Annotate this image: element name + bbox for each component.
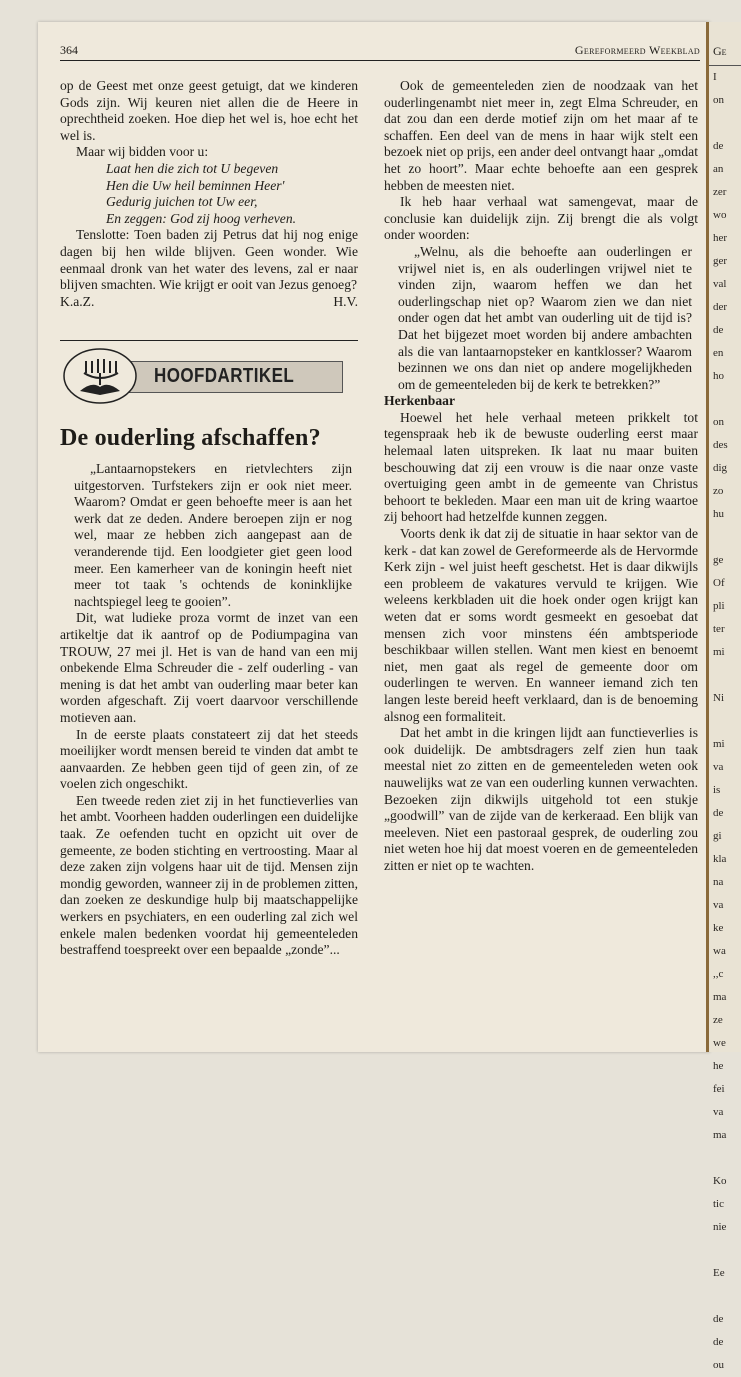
next-page-fragment: va [713,761,724,773]
body-paragraph-1: Dit, wat ludieke proza vormt de inzet van een artikeltje dat ik aantrof op de Podiumpagina van TROUW, 27 mei jl. Het is van de hand van een mij onbekende Elma Schreuder die - zelf ouderling - van mening is dat het ambt van ouderling maar beter kan worden afgeschaft. Zij voert daarvoor verschillende motieven aan. [60,610,358,725]
right-paragraph-1: Ook de gemeenteleden zien de noodzaak van het ouderlingenambt niet meer in, zegt Elma Schreuder, en dat zou dan een derde motief zijn om het maar af te schaffen. Een deel van de mens in haar wijk stelt een bezoek niet op prijs, een ander deel ontvangt haar „omdat het zo hoort”. Maar echte behoefte aan een gesprek hebben de meesten niet. [384,78,698,193]
next-page-fragment: ho [713,370,724,382]
next-page-fragment: kla [713,853,727,865]
next-page-fragment: wa [713,945,726,957]
next-page-fragment: Ee [713,1267,725,1279]
intro-paragraph-2: Maar wij bidden voor u: [76,144,209,160]
next-page-fragment [709,388,741,411]
next-page-fragment [709,1147,741,1170]
next-page-fragment [709,1285,741,1308]
next-page-fragment: ou [713,1359,724,1371]
next-page-fragment: en [713,347,724,359]
next-page-fragment: val [713,278,727,290]
next-page-fragment: nie [713,1221,727,1233]
next-page-fragment: de [713,1336,724,1348]
next-page-fragment: ma [713,1129,727,1141]
next-page-fragment [709,664,741,687]
right-quote: „Welnu, als die behoefte aan ouderlingen er vrijwel niet is, en als ouderlingen vrijwel niet te vinden zijn, waarom heffen we dan het ouderlingschap niet op? Waarom zien we dan niet onder ogen dat het ambt van ouderling uit de tijd is? Dat het bijgezet moet worden bij andere ambachten als die van lantaarnopsteker en kantklosser? Waarom bezinnen we ons dan niet op andere mogelijkheden om de gemeenteleden bij de kerk te betrekken?” [398,243,692,392]
signature-left: K.a.Z. [60,293,95,309]
next-page-fragment: Of [713,577,725,589]
next-page-fragments [709,66,741,1377]
next-page-fragment: we [713,1037,726,1049]
next-page-fragment: an [713,163,724,175]
next-page-fragment: gi [713,830,722,842]
next-page-fragment: is [713,784,721,796]
right-column [384,78,698,875]
signature-right: H.V. [333,293,358,309]
next-page-fragment: I [713,71,717,83]
page-header [60,42,700,61]
right-paragraph-3: Hoewel het hele verhaal meteen prikkelt tot tegenspraak heb ik de bewuste ouderling eerst maar helemaal laten uitspreken. Ik laat nu maar buiten beschouwing dat zij een vrouw is die naar onze vaste overtuiging geen ambt in de gemeente van Christus behoort te bekleden. Maar een man uit de kring waartoe zij behoort had hetzelfde kunnen zeggen. [384,409,698,525]
next-page-fragment: fei [713,1083,725,1095]
next-page-fragment: de [713,807,724,819]
next-page-fragment: ke [713,922,724,934]
next-page-fragment: mi [713,646,725,658]
right-paragraph-2: Ik heb haar verhaal wat samengevat, maar de conclusie kan duidelijk zijn. Zij brengt die als volgt onder woorden: [384,194,698,243]
journal-title: Gereformeerd Weekblad [574,43,700,57]
next-page-fragment: tic [713,1198,724,1210]
next-page-fragment: zo [713,485,724,497]
next-page-fragment: ,,c [713,968,724,980]
right-paragraph-4: Voorts denk ik dat zij de situatie in haar sektor van de kerk - dat kan zowel de Gereformeerde als de Hervormde Kerk zijn - wel juist heeft geschetst. Het is daar dikwijls een probleem de vakatures vervuld te krijgen. Wie weleens kerkbladen uit die hoek onder ogen krijgt kan weten dat er soms wordt gesmeekt en gesoebat dat mensen zich voor minstens één ambtsperiode beschikbaar willen stellen. Want men kiest en benoemt niet, men gaat als regel de gemeente door om ouderlingen te werven. En wanneer iemand zich ten langen leste bereid heeft verklaard, dan is de benoeming alsnog een formaliteit. [384,526,698,724]
next-page-fragment: he [713,1060,724,1072]
next-page-fragment [709,526,741,549]
right-paragraph-5: Dat het ambt in die kringen lijdt aan functieverlies is ook duidelijk. De ambtsdragers zelf zien hun taak meestal niet zo zitten en de gemeenteleden weten ook nauwelijks wat ze van een ouderling kunnen verwachten. Bezoeken zijn dikwijls uitgehold tot een stukje „goodwill” van de zijde van de kerkeraad. Een blijk van meeleven. Niet een pastoraal gesprek, de ouderling zou niet weten hoe hij dat moest voeren en de gemeenteleden zitten er niet op te wachten. [384,725,698,873]
section-label: HOOFDARTIKEL [154,365,295,387]
section-rule [60,340,358,341]
next-page-fragment: on [713,94,724,106]
next-page-fragment: Ni [713,692,724,704]
body-paragraph-2: In de eerste plaats constateert zij dat het steeds moeilijker wordt mensen bereid te vinden dat ambt te aanvaarden. Ze hebben geen tijd of geen zin, of ze voelen zich ongeschikt. [60,726,358,792]
signature-line [60,294,358,311]
next-page-fragment: dig [713,462,728,474]
next-page-fragment: ter [713,623,725,635]
left-column-article [60,461,358,959]
next-page-fragment: de [713,324,724,336]
next-page-fragment: ma [713,991,727,1003]
next-page-edge [706,22,741,1371]
next-page-fragment: de [713,1313,724,1325]
menorah-emblem-icon [62,347,140,405]
next-page-fragment [709,112,741,135]
next-page-fragment: zer [713,186,727,198]
next-page-fragment: va [713,1106,724,1118]
intro-paragraph-1: op de Geest met onze geest getuigt, dat we kinderen Gods zijn. Wij keuren niet allen die de Heere in oprechtheid zoeken. Hoe diep het wel is, hoe echt het wel is. [60,78,358,143]
poem-line: Hen die Uw heil beminnen Heer' [106,177,285,193]
next-page-fragment: Ko [713,1175,727,1187]
next-page-fragment: na [713,876,724,888]
poem [106,161,358,227]
next-page-fragment: ze [713,1014,723,1026]
next-page-fragment: der [713,301,728,313]
next-page-fragment: des [713,439,728,451]
next-page-fragment [709,710,741,733]
next-page-fragment [709,1239,741,1262]
intro-paragraph-3: Tenslotte: Toen baden zij Petrus dat hij nog enige dagen bij hen wilde blijven. Geen wonder. Wie eenmaal dronk van het water des levens, zal er naar blijven smachten. Wie krijgt er ooit van Jezus genoeg? [60,227,358,293]
opening-quote: „Lantaarnopstekers en rietvlechters zijn uitgestorven. Turfstekers zijn er ook niet meer. Waarom? Omdat er geen behoefte meer is aan het werk dat ze deden. Andere beroepen zijn er nog wel, maar ze hebben zich aangepast aan de veranderende tijd. Een loodgieter giet geen lood meer. Een kamerheer van de koningin heeft niet meer tot taak 's ochtends de koninklijke nachtspiegel leeg te gooien”. [74,461,352,609]
next-page-fragment: ge [713,554,724,566]
next-page-fragment: her [713,232,728,244]
section-banner [62,347,358,409]
body-paragraph-3: Een tweede reden ziet zij in het functieverlies van het ambt. Voorheen hadden ouderlingen een duidelijke taak. Ze oefenden tucht en opzicht uit over de gemeente, ze boden stichting en vertroosting. Maar al deze zaken zijn volgens haar uit de tijd. Mensen zijn mondig geworden, wanneer zij in de problemen zitten, dan zoeken ze deskundige hulp bij maatschappelijke werkers en psychiaters, en een ouderling zal zich wel enkele malen bedenken voordat hij gemeenteleden bestraffend toespreekt over een bepaalde „zonde”... [60,792,358,958]
next-page-fragment: ger [713,255,728,267]
article-headline: De ouderling afschaffen? [60,425,321,451]
next-page-fragment: on [713,416,724,428]
next-page-fragment: va [713,899,724,911]
next-page-fragment: mi [713,738,725,750]
next-page-fragment: wo [713,209,727,221]
poem-line: En zeggen: God zij hoog verheven. [106,210,297,226]
subheading: Herkenbaar [384,393,455,409]
next-page-fragment: de [713,140,724,152]
next-page-fragment: pli [713,600,725,612]
next-page-header: Ge [709,22,741,66]
next-page-fragment: hu [713,508,724,520]
poem-line: Laat hen die zich tot U begeven [106,160,279,176]
page-number: 364 [60,43,78,57]
poem-line: Gedurig juichen tot Uw eer, [106,194,258,210]
left-column-top [60,78,358,310]
